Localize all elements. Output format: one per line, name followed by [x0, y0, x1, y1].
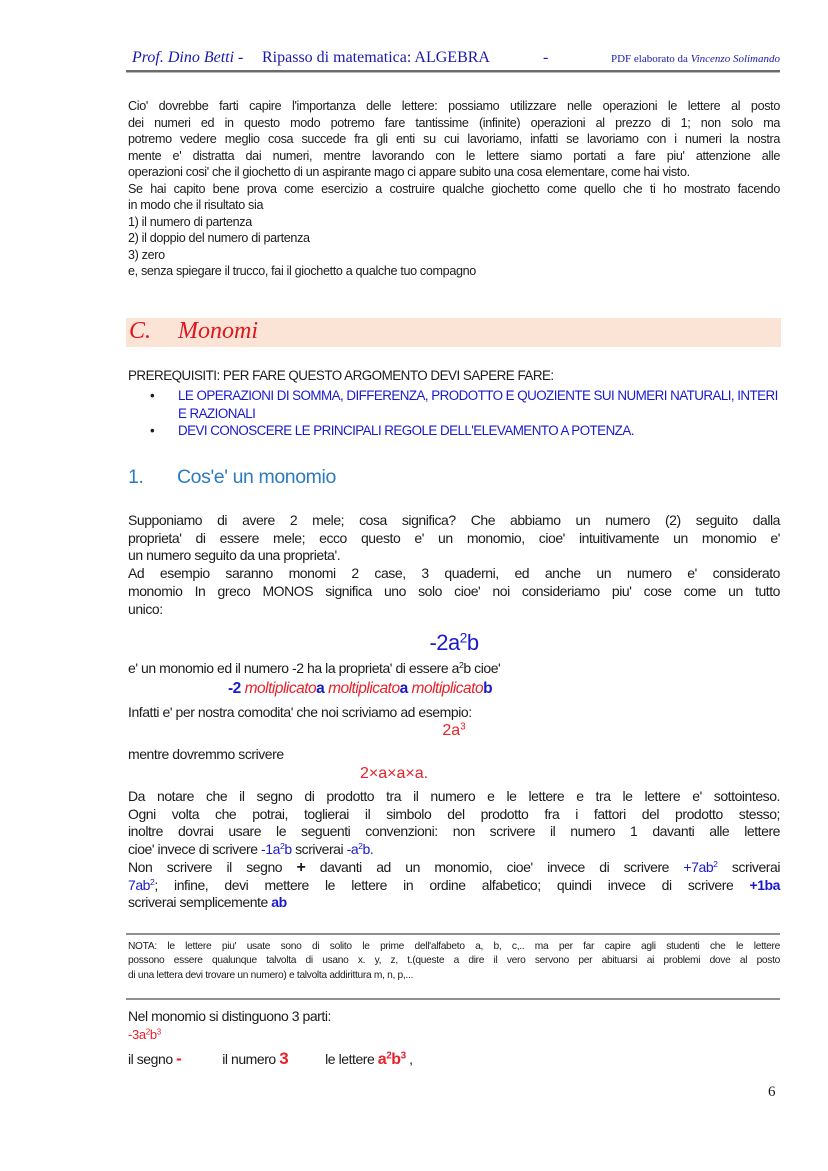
conventions-paragraph [128, 788, 780, 912]
math-base: 2a [442, 722, 461, 739]
header-separator-2: - [543, 49, 549, 66]
sign-value: - [176, 1049, 182, 1068]
prerequisites-title: PREREQUISITI: PER FARE QUESTO ARGOMENTO DEVI SAPERE FARE: [128, 368, 554, 383]
body-line: Ogni volta che potrai, toglierai il simbolo del prodotto fra i fattori del prodotto stesso; [128, 805, 780, 822]
body-line: un numero seguito da una proprieta'. [128, 547, 341, 564]
intro-line: e, senza spiegare il trucco, fai il giochetto a qualche tuo compagno [128, 264, 476, 278]
note-line: possono essere qualunque talvolta di usano x. y, z, t.(queste a dire il vero servono per abituarsi ai problemi dove al posto [128, 955, 780, 967]
text-pre: e' un monomio ed il numero -2 ha la proprieta' di essere a [128, 660, 459, 676]
expansion-letter: b [483, 680, 493, 697]
math-tail: b [466, 630, 479, 655]
expansion-word: moltiplicato [244, 680, 317, 697]
monomial-example-2 [128, 722, 780, 740]
intro-line: operazioni cosi' che il giochetto di un aspirante mago ci appare subito una cosa elementare, come hai visto. [128, 165, 690, 179]
definition-paragraph [128, 512, 780, 618]
section-banner [126, 318, 781, 347]
math-exponent: 2 [150, 876, 155, 887]
math-example [128, 877, 154, 893]
section-letter: C. [129, 318, 152, 344]
divider [126, 933, 780, 935]
bullet-icon: • [150, 388, 155, 403]
math-letter: a [377, 1051, 387, 1068]
body-line [128, 841, 780, 859]
prerequisite-item [148, 387, 788, 422]
math-example: +1ba [749, 876, 780, 893]
exercise-item: 2) il doppio del numero di partenza [128, 231, 310, 245]
math-base: +7ab [683, 858, 714, 875]
prerequisite-item [148, 422, 788, 440]
body-line [128, 859, 780, 877]
math-base: -3a [128, 1027, 146, 1042]
math-tail: b [284, 841, 292, 858]
property-line [128, 660, 780, 678]
body-line [128, 877, 780, 895]
expansion-number: -2 [228, 680, 241, 697]
math-example [683, 859, 717, 875]
math-exponent: 2 [713, 859, 718, 870]
page-number: 6 [768, 1084, 776, 1100]
subsection-heading [128, 466, 336, 489]
text: cioe' invece di scrivere [128, 841, 262, 858]
text: scriverai semplicemente [128, 894, 272, 911]
text-post: b cioe' [463, 660, 501, 676]
math-exponent: 2 [459, 660, 464, 671]
text: scriverai [291, 841, 347, 858]
text: ; infine, devi mettere le lettere in ordine alfabetico; quindi invece di scrivere [154, 876, 750, 893]
math-example: ab [271, 894, 287, 911]
body-line: Infatti e' per nostra comodita' che noi scriviamo ad esempio: [128, 704, 472, 720]
prerequisite-text: LE OPERAZIONI DI SOMMA, DIFFERENZA, PRODOTTO E QUOZIENTE SUI NUMERI NATURALI, INTERI E RAZIONALI [178, 388, 778, 421]
header-separator: - [238, 49, 244, 66]
body-line: Ad esempio saranno monomi 2 case, 3 quaderni, ed anche un numero e' considerato [128, 565, 780, 582]
running-header [126, 48, 780, 72]
bullet-icon: • [150, 423, 155, 438]
math-exponent: 3 [460, 721, 466, 733]
body-line [128, 894, 780, 912]
note-box [128, 940, 780, 983]
math-exponent: 2 [459, 630, 467, 646]
math-exponent: 3 [400, 1050, 406, 1062]
math-letter: b [391, 1051, 401, 1068]
divider [126, 998, 780, 1000]
expansion-word: moltiplicato [411, 680, 484, 697]
text: davanti ad un monomio, cioe' invece di scrivere [305, 858, 684, 875]
letters-label: le lettere [325, 1051, 378, 1067]
math-example [347, 841, 374, 857]
body-line: inoltre dovrai usare le seguenti convenzioni: non scrivere il numero 1 davanti alle lettere [128, 823, 780, 840]
body-line: mentre dovremmo scrivere [128, 746, 284, 762]
intro-paragraph [128, 98, 780, 280]
intro-line: dei numeri ed in questo modo potremo fare tantissime (infinite) operazioni al prezzo di 1; non solo ma [128, 115, 780, 130]
exercise-item: 3) zero [128, 247, 165, 262]
math-base: 7ab [128, 876, 151, 893]
plus-sign: + [296, 858, 306, 876]
expansion-line [228, 680, 492, 698]
text: Non scrivere il segno [128, 858, 297, 875]
expansion-letter: a [316, 680, 325, 697]
body-line: monomio In greco MONOS significa uno solo cioe' noi consideriamo piu' cose come un tutto [128, 582, 780, 599]
letters-value [378, 1051, 406, 1068]
trailing-comma: , [405, 1051, 413, 1067]
parts-breakdown [128, 1050, 780, 1069]
math-example [261, 841, 292, 857]
body-line: Da notare che il segno di prodotto tra il numero e le lettere e tra le lettere e' sottointeso. [128, 788, 780, 804]
sign-label: il segno [128, 1051, 177, 1067]
prerequisites-list [148, 387, 788, 440]
body-line: unico: [128, 600, 163, 617]
math-letter: b [149, 1027, 157, 1042]
intro-line: potremo vedere meglio cosa succede fra gli enti su cui lavoriamo, infatti se lavoriamo con i numeri la nostra [128, 132, 780, 146]
math-exponent: 3 [156, 1027, 161, 1037]
expansion-letter: a [399, 680, 408, 697]
math-tail: b. [362, 841, 374, 858]
exercise-item: 1) il numero di partenza [128, 214, 252, 229]
subsection-title: Cos'e' un monomio [177, 466, 336, 488]
product-example: 2×a×a×a. [360, 765, 429, 782]
prerequisite-text: DEVI CONOSCERE LE PRINCIPALI REGOLE DELL'ELEVAMENTO A POTENZA. [178, 423, 634, 438]
math-exponent: 2 [279, 841, 285, 852]
number-label: il numero [222, 1051, 280, 1067]
parts-intro: Nel monomio si distinguono 3 parti: [128, 1008, 331, 1024]
math-base: -a [346, 841, 359, 858]
section-title: Monomi [178, 318, 258, 344]
credit-prefix: PDF elaborato da [610, 53, 688, 65]
intro-line: Se hai capito bene prova come esercizio a costruire qualche giochetto come quello che ti ho mostrato facendo [128, 181, 780, 196]
intro-line: Cio' dovrebbe farti capire l'importanza delle lettere: possiamo utilizzare nelle operazioni le lettere al posto [128, 99, 780, 113]
header-credit [611, 53, 780, 65]
math-exponent: 2 [358, 841, 363, 852]
math-base: -2a [429, 630, 460, 655]
monomial-example-1 [128, 630, 780, 656]
text: scriverai [717, 858, 780, 875]
math-base: -1a [261, 841, 280, 858]
math-exponent: 2 [145, 1027, 150, 1037]
intro-line: mente e' distratta dai numeri, mentre lavorando con le lettere siamo portati a fare piu' attenzione alle [128, 148, 780, 163]
header-author: Prof. Dino Betti [132, 49, 235, 66]
subsection-number: 1. [128, 466, 144, 488]
number-value: 3 [279, 1049, 289, 1068]
note-line: NOTA: le lettere piu' usate sono di solito le prime dell'alfabeto a, b, c,.. ma per far capire agli studenti che le lettere [128, 941, 780, 952]
body-line: proprieta' di essere mele; ecco questo e' un monomio, cioe' intuitivamente un monomio e' [128, 529, 780, 546]
expansion-word: moltiplicato [328, 680, 400, 697]
math-exponent: 2 [386, 1050, 392, 1062]
header-subject: Ripasso di matematica: ALGEBRA [262, 49, 490, 66]
note-line: di una lettera devi trovare un numero) e talvolta addirittura m, n, p,... [128, 969, 414, 981]
parts-example [128, 1027, 780, 1044]
intro-line: in modo che il risultato sia [128, 198, 264, 212]
credit-name: Vincenzo Solimando [690, 53, 780, 65]
body-line: Supponiamo di avere 2 mele; cosa significa? Che abbiamo un numero (2) seguito dalla [128, 512, 780, 528]
